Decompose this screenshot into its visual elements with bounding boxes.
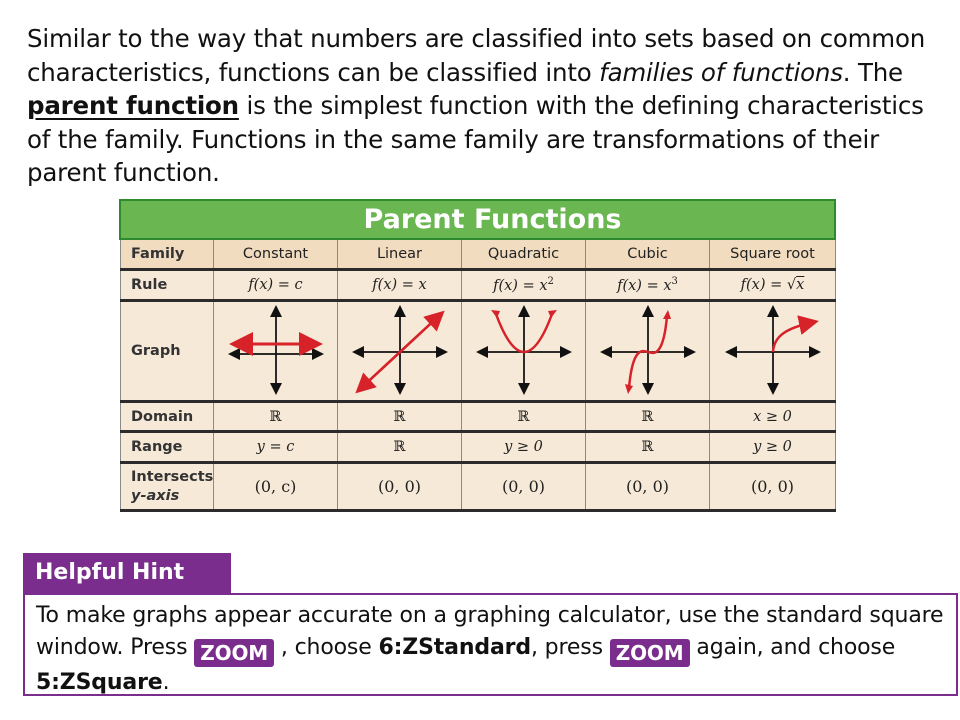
helpful-hint-tab: Helpful Hint <box>23 553 231 593</box>
hint-choice-zstandard: 6:ZStandard <box>378 635 531 660</box>
parent-functions-table <box>120 240 836 512</box>
range-row <box>121 432 836 463</box>
rule-row <box>121 270 836 301</box>
domain-quadratic: ℝ <box>462 402 586 432</box>
domain-cubic: ℝ <box>586 402 710 432</box>
parent-function-term: parent function <box>27 91 239 120</box>
row-header-intersects <box>121 463 214 511</box>
row-header-rule: Rule <box>121 270 214 301</box>
cubic-arrow-up <box>663 310 671 319</box>
rule-quadratic <box>462 270 586 301</box>
range-square-root: y ≥ 0 <box>710 432 836 463</box>
quadratic-graph <box>469 302 579 396</box>
quadratic-arrow-right <box>548 310 557 318</box>
hint-choice-zsquare: 5:ZSquare <box>36 670 163 695</box>
intersect-constant: (0, c) <box>214 463 338 511</box>
rule-quadratic-exp: 2 <box>547 276 554 288</box>
graph-row <box>121 301 836 402</box>
rule-constant: f(x) = c <box>214 270 338 301</box>
rule-sqrt-radicand: x <box>796 277 805 293</box>
family-linear: Linear <box>338 240 462 270</box>
rule-linear: f(x) = x <box>338 270 462 301</box>
range-constant: y = c <box>214 432 338 463</box>
square-root-graph <box>718 302 828 396</box>
rule-cubic-exp: 3 <box>671 276 678 288</box>
constant-graph <box>221 302 331 396</box>
domain-constant: ℝ <box>214 402 338 432</box>
rule-cubic-base: f(x) = x <box>617 277 672 294</box>
linear-graph <box>345 302 455 396</box>
rule-quadratic-base: f(x) = x <box>493 277 548 294</box>
range-linear: ℝ <box>338 432 462 463</box>
hint-text-5: . <box>162 670 170 695</box>
range-quadratic: y ≥ 0 <box>462 432 586 463</box>
intro-text-3: is the simplest function with the defining characteristics of the family. Functions in the same family are transformations of their parent function. <box>27 91 924 187</box>
zoom-key-2: ZOOM <box>610 639 690 667</box>
hint-text-2: , choose <box>274 635 379 660</box>
intersect-cubic: (0, 0) <box>586 463 710 511</box>
square-root-curve <box>773 322 814 352</box>
domain-linear: ℝ <box>338 402 462 432</box>
intro-text-1: Similar to the way that numbers are classified into sets based on common characteristics, functions can be classified into <box>27 24 926 87</box>
zoom-key: ZOOM <box>194 639 274 667</box>
rule-cubic <box>586 270 710 301</box>
graph-square-root-cell <box>710 301 836 402</box>
domain-square-root: x ≥ 0 <box>710 402 836 432</box>
intro-paragraph <box>27 22 952 190</box>
range-cubic: ℝ <box>586 432 710 463</box>
intro-families-italic: families of functions <box>599 57 843 87</box>
family-quadratic: Quadratic <box>462 240 586 270</box>
hint-text-1: To make graphs appear accurate on a graphing calculator, use the standard square window. Press <box>36 603 944 660</box>
rule-square-root <box>710 270 836 301</box>
graph-constant-cell <box>214 301 338 402</box>
hint-paragraph <box>36 600 954 699</box>
family-square-root: Square root <box>710 240 836 270</box>
intersect-linear: (0, 0) <box>338 463 462 511</box>
intersect-square-root: (0, 0) <box>710 463 836 511</box>
intersect-quadratic: (0, 0) <box>462 463 586 511</box>
row-header-intersects-1: Intersects <box>131 468 214 485</box>
intro-text-2: . The <box>842 57 903 87</box>
parent-functions-title: Parent Functions <box>119 199 836 240</box>
cubic-graph <box>593 302 703 396</box>
quadratic-arrow-left <box>491 310 500 318</box>
domain-row <box>121 402 836 432</box>
family-constant: Constant <box>214 240 338 270</box>
graph-quadratic-cell <box>462 301 586 402</box>
row-header-range: Range <box>121 432 214 463</box>
graph-linear-cell <box>338 301 462 402</box>
radical-sign: √ <box>786 277 797 293</box>
parent-functions-table-wrap <box>120 240 835 510</box>
hint-text-3: , press <box>530 635 610 660</box>
rule-sqrt-base: f(x) = <box>740 277 787 293</box>
family-cubic: Cubic <box>586 240 710 270</box>
helpful-hint-box <box>23 593 958 696</box>
row-header-graph: Graph <box>121 301 214 402</box>
hint-text-4: again, and choose <box>689 635 896 660</box>
row-header-family: Family <box>121 240 214 270</box>
cubic-arrow-down <box>625 384 633 394</box>
row-header-intersects-2: y-axis <box>131 487 180 504</box>
intersects-row <box>121 463 836 511</box>
graph-cubic-cell <box>586 301 710 402</box>
row-header-domain: Domain <box>121 402 214 432</box>
family-row <box>121 240 836 270</box>
